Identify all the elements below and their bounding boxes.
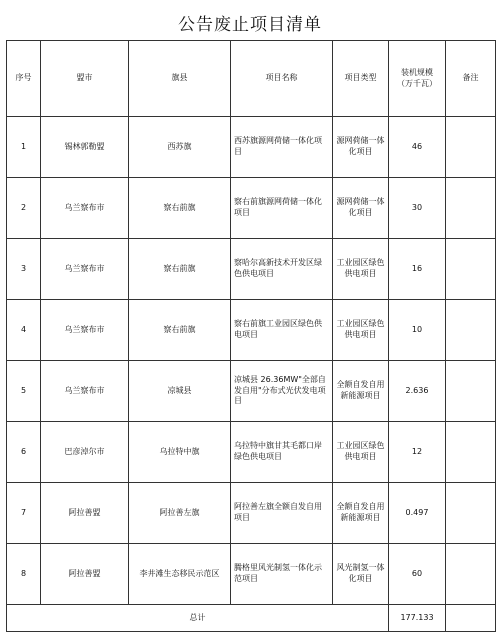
cell-remarks [446, 483, 496, 544]
cell-project-type: 全额自发自用新能源项目 [333, 361, 389, 422]
cell-banner-county: 察右前旗 [129, 178, 231, 239]
header-remarks: 备注 [446, 41, 496, 117]
document-title: 公告废止项目清单 [178, 15, 322, 35]
cell-capacity: 46 [389, 117, 446, 178]
cell-league-city: 巴彦淖尔市 [41, 422, 129, 483]
cell-project-type: 全额自发自用新能源项目 [333, 483, 389, 544]
cell-remarks [446, 422, 496, 483]
cell-seq: 7 [7, 483, 41, 544]
cell-league-city: 阿拉善盟 [41, 544, 129, 605]
cell-project-name: 乌拉特中旗甘其毛都口岸绿色供电项目 [231, 422, 333, 483]
cell-league-city: 乌兰察布市 [41, 361, 129, 422]
cell-league-city: 锡林郭勒盟 [41, 117, 129, 178]
cell-project-name: 阿拉善左旗全额自发自用项目 [231, 483, 333, 544]
table-total-row [7, 605, 496, 632]
cell-capacity: 16 [389, 239, 446, 300]
cell-project-type: 工业园区绿色供电项目 [333, 300, 389, 361]
header-league-city: 盟市 [41, 41, 129, 117]
cell-remarks [446, 178, 496, 239]
cell-project-name: 察右前旗工业园区绿色供电项目 [231, 300, 333, 361]
cell-league-city: 乌兰察布市 [41, 178, 129, 239]
cell-project-type: 工业园区绿色供电项目 [333, 422, 389, 483]
cell-project-name: 西苏旗源网荷储一体化项目 [231, 117, 333, 178]
cell-banner-county: 察右前旗 [129, 239, 231, 300]
cell-remarks [446, 239, 496, 300]
table-row [7, 544, 496, 605]
table-row [7, 300, 496, 361]
header-banner-county: 旗县 [129, 41, 231, 117]
cell-seq: 8 [7, 544, 41, 605]
cell-banner-county: 察右前旗 [129, 300, 231, 361]
cell-project-type: 源网荷储一体化项目 [333, 117, 389, 178]
cell-seq: 5 [7, 361, 41, 422]
table-row [7, 483, 496, 544]
cell-banner-county: 凉城县 [129, 361, 231, 422]
table-row [7, 422, 496, 483]
cell-seq: 3 [7, 239, 41, 300]
cell-banner-county: 李井滩生态移民示范区 [129, 544, 231, 605]
table-header-row [7, 41, 496, 117]
cell-banner-county: 乌拉特中旗 [129, 422, 231, 483]
cell-project-name: 察哈尔高新技术开发区绿色供电项目 [231, 239, 333, 300]
cell-league-city: 阿拉善盟 [41, 483, 129, 544]
cell-banner-county: 阿拉善左旗 [129, 483, 231, 544]
cell-project-type: 风光制氢一体化项目 [333, 544, 389, 605]
table-row [7, 178, 496, 239]
cell-remarks [446, 361, 496, 422]
table-row [7, 361, 496, 422]
cell-banner-county: 西苏旗 [129, 117, 231, 178]
table-row [7, 239, 496, 300]
header-capacity: 装机规模 （万千瓦） [389, 41, 446, 117]
cell-capacity: 10 [389, 300, 446, 361]
total-capacity: 177.133 [389, 605, 446, 632]
cell-project-type: 工业园区绿色供电项目 [333, 239, 389, 300]
cell-remarks [446, 544, 496, 605]
cell-project-name: 察右前旗源网荷储一体化项目 [231, 178, 333, 239]
cell-capacity: 30 [389, 178, 446, 239]
header-seq: 序号 [7, 41, 41, 117]
cell-remarks [446, 117, 496, 178]
cell-remarks [446, 300, 496, 361]
header-project-name: 项目名称 [231, 41, 333, 117]
cell-league-city: 乌兰察布市 [41, 300, 129, 361]
cell-seq: 1 [7, 117, 41, 178]
total-label: 总计 [7, 605, 389, 632]
cell-league-city: 乌兰察布市 [41, 239, 129, 300]
header-project-type: 项目类型 [333, 41, 389, 117]
cell-project-type: 源网荷储一体化项目 [333, 178, 389, 239]
cell-seq: 6 [7, 422, 41, 483]
table-row [7, 117, 496, 178]
cell-capacity: 2.636 [389, 361, 446, 422]
cell-capacity: 60 [389, 544, 446, 605]
total-remarks [446, 605, 496, 632]
cell-seq: 2 [7, 178, 41, 239]
cell-seq: 4 [7, 300, 41, 361]
cell-capacity: 0.497 [389, 483, 446, 544]
cell-project-name: 腾格里风光制氢一体化示范项目 [231, 544, 333, 605]
cell-project-name: 凉城县 26.36MW"全部自发自用"分布式光伏发电项目 [231, 361, 333, 422]
cell-capacity: 12 [389, 422, 446, 483]
project-table [6, 40, 496, 632]
